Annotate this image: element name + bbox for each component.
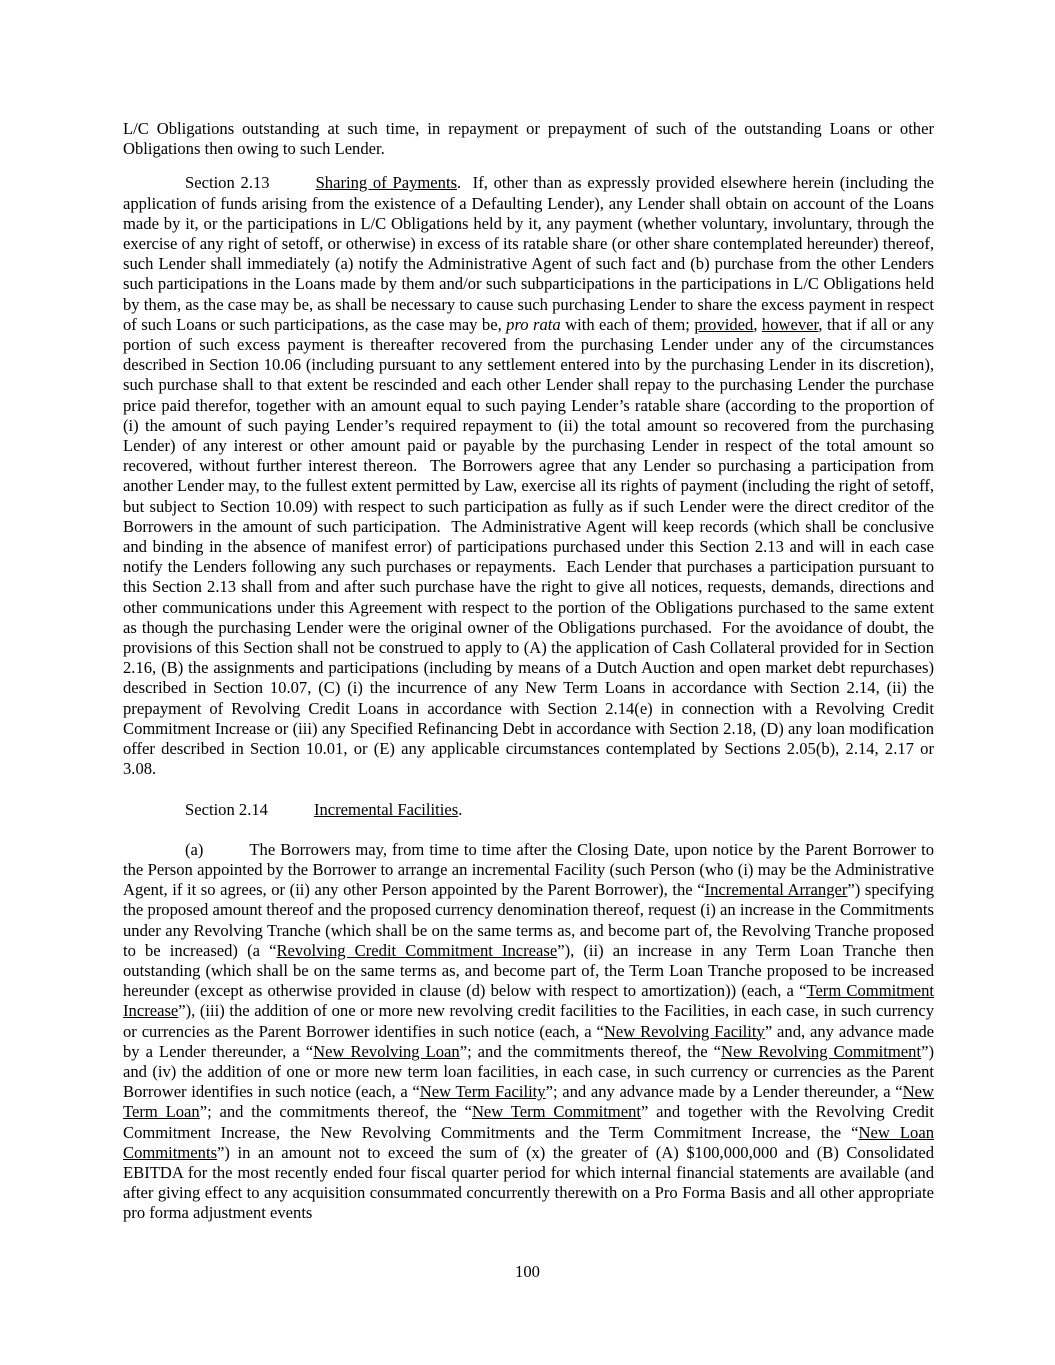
paragraph-section-2-13-sharing-of-payments: Section 2.13 Sharing of Payments. If, other than as expressly provided elsewhere herein (including the application of funds arising from the existence of a Defaulting Lender), any Lender shall obtain on account of the Loans made by it, or the participations in L/C Obligations held by it, any payment (whether voluntary, involuntary, through the exercise of any right of setoff, or otherwise) in excess of its ratable share (or other share contemplated hereunder) thereof, such Lender shall immediately (a) notify the Administrative Agent of such fact and (b) purchase from the other Lenders such participations in the Loans made by them and/or such subparticipations in the participations in L/C Obligations held by them, as the case may be, as shall be necessary to cause such purchasing Lender to share the excess payment in respect of such Loans or such participations, as the case may be, pro rata with each of them; provided, however, that if all or any portion of such excess payment is thereafter recovered from the purchasing Lender under any of the circumstances described in Section 10.06 (including pursuant to any settlement entered into by the purchasing Lender in its discretion), such purchase shall to that extent be rescinded and each other Lender shall repay to the purchasing Lender the purchase price paid therefor, together with an amount equal to such paying Lender’s ratable share (according to the proportion of (i) the amount of such paying Lender’s required repayment to (ii) the total amount so recovered from the purchasing Lender) of any interest or other amount paid or payable by the purchasing Lender in respect of the total amount so recovered, without further interest thereon. The Borrowers agree that any Lender so purchasing a participation from another Lender may, to the fullest extent permitted by Law, exercise all its rights of payment (including the right of setoff, but subject to Section 10.09) with respect to such participation as fully as if such Lender were the direct creditor of the Borrowers in the amount of such participation. The Administrative Agent will keep records (which shall be conclusive and binding in the absence of manifest error) of participations purchased under this Section 2.13 and will in each case notify the Lenders following any such purchases or repayments. Each Lender that purchases a participation pursuant to this Section 2.13 shall from and after such purchase have the right to give all notices, requests, demands, directions and other communications under this Agreement with respect to the portion of the Obligations purchased to the same extent as though the purchasing Lender were the original owner of the Obligations purchased. For the avoidance of doubt, the provisions of this Section shall not be construed to apply to (A) the application of Cash Collateral provided for in Section 2.16, (B) the assignments and participations (including by means of a Dutch Auction and open market debt repurchases) described in Section 10.07, (C) (i) the incurrence of any New Term Loans in accordance with Section 2.14, (ii) the prepayment of Revolving Credit Loans in accordance with Section 2.14(e) in connection with a Revolving Credit Commitment Increase or (iii) any Specified Refinancing Debt in accordance with Section 2.18, (D) any loan modification offer described in Section 10.01, or (E) any applicable circumstances contemplated by Sections 2.05(b), 2.14, 2.17 or 3.08. <box>123 173 935 779</box>
paragraph-lc-obligations-continuation: L/C Obligations outstanding at such time, in repayment or prepayment of such of the outstanding Loans or other Obligations then owing to such Lender. <box>123 119 934 159</box>
heading-section-2-14-incremental-facilities: Section 2.14 Incremental Facilities. <box>185 799 463 819</box>
document-body <box>123 119 934 1238</box>
paragraph-2-14-a: (a) The Borrowers may, from time to time after the Closing Date, upon notice by the Parent Borrower to the Person appointed by the Borrower to arrange an incremental Facility (such Person (who (i) may be the Administrative Agent, if it so agrees, or (ii) any other Person appointed by the Parent Borrower), the “Incremental Arranger”) specifying the proposed amount thereof and the proposed currency denomination thereof, request (i) an increase in the Commitments under any Revolving Tranche (which shall be on the same terms as, and become part of, the Revolving Tranche proposed to be increased) (a “Revolving Credit Commitment Increase”), (ii) an increase in any Term Loan Tranche then outstanding (which shall be on the same terms as, and become part of, the Term Loan Tranche proposed to be increased hereunder (except as otherwise provided in clause (d) below with respect to amortization)) (each, a “Term Commitment Increase”), (iii) the addition of one or more new revolving credit facilities to the Facilities, in each case, in such currency or currencies as the Parent Borrower identifies in such notice (each, a “New Revolving Facility” and, any advance made by a Lender thereunder, a “New Revolving Loan”; and the commitments thereof, the “New Revolving Commitment”) and (iv) the addition of one or more new term loan facilities, in each case, in such currency or currencies as the Parent Borrower identifies in such notice (each, a “New Term Facility”; and any advance made by a Lender thereunder, a “New Term Loan”; and the commitments thereof, the “New Term Commitment” and together with the Revolving Credit Commitment Increase, the New Revolving Commitments and the Term Commitment Increase, the “New Loan Commitments”) in an amount not to exceed the sum of (x) the greater of (A) $100,000,000 and (B) Consolidated EBITDA for the most recently ended four fiscal quarter period for which internal financial statements are available (and after giving effect to any acquisition consummated concurrently therewith on a Pro Forma Basis and all other appropriate pro forma adjustment events <box>123 839 935 1223</box>
page-number: 100 <box>515 1262 540 1281</box>
